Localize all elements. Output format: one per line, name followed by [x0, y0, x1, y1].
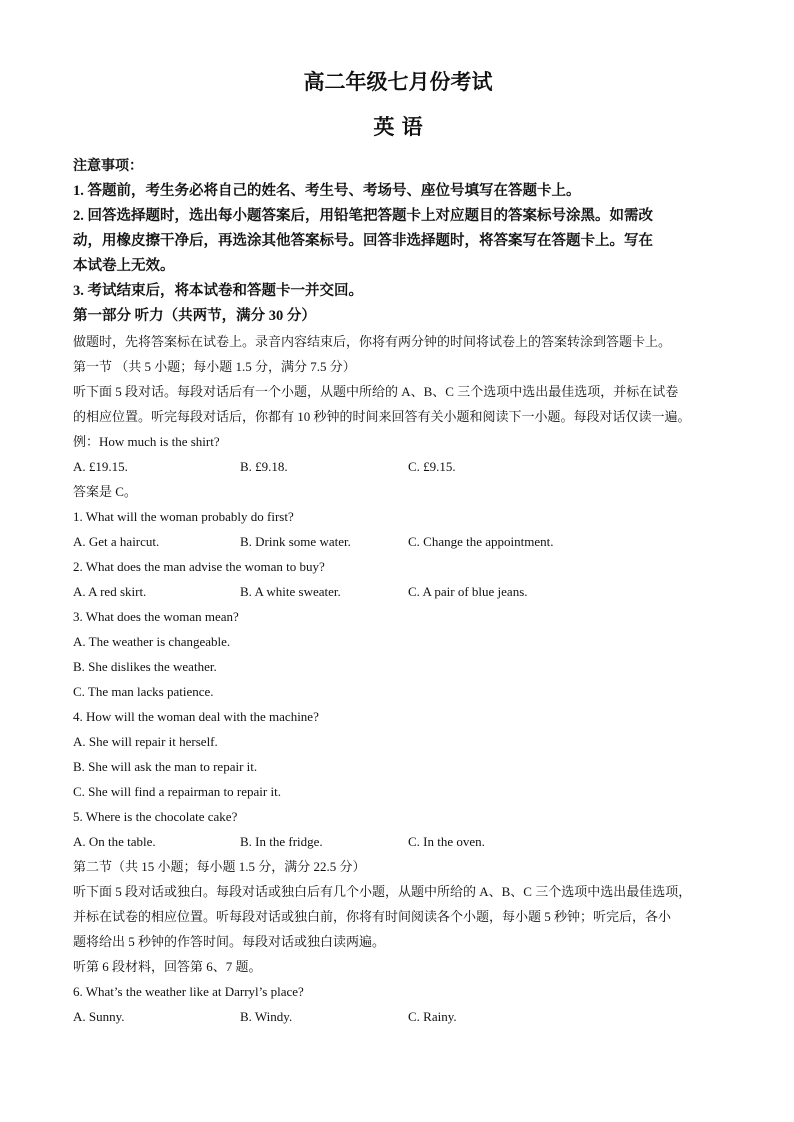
section2-title: 第二节（共 15 小题；每小题 1.5 分，满分 22.5 分）: [73, 859, 366, 874]
question-2: 2. What does the man advise the woman to buy?: [73, 559, 325, 574]
material-note: 听第 6 段材料，回答第 6、7 题。: [73, 959, 262, 974]
notice-item: 2. 回答选择题时，选出每小题答案后，用铅笔把答题卡上对应题目的答案标号涂黑。如需改: [73, 208, 653, 224]
part1-instruction: 做题时，先将答案标在试卷上。录音内容结束后，你将有两分钟的时间将试卷上的答案转涂到答题卡上。: [73, 334, 672, 349]
section2-instruction: 并标在试卷的相应位置。听每段对话或独白前，你将有时间阅读各个小题，每小题 5 秒钟；听完后，各小: [73, 909, 672, 924]
notice-item: 本试卷上无效。: [73, 258, 175, 274]
question-3: 3. What does the woman mean?: [73, 609, 239, 624]
notice-item: 3. 考试结束后，将本试卷和答题卡一并交回。: [73, 283, 363, 299]
question-5: 5. Where is the chocolate cake?: [73, 809, 238, 824]
option-c: C. In the oven.: [408, 834, 485, 849]
exam-title: 高二年级七月份考试: [303, 69, 493, 94]
question-1-options: [73, 529, 723, 554]
section1-title: 第一节 （共 5 小题；每小题 1.5 分，满分 7.5 分）: [73, 359, 356, 374]
option-b: B. Drink some water.: [240, 534, 351, 549]
option-b: B. She will ask the man to repair it.: [73, 759, 258, 774]
question-1: 1. What will the woman probably do first?: [73, 509, 294, 524]
option-a: A. She will repair it herself.: [73, 734, 218, 749]
option-a: A. £19.15.: [73, 459, 128, 474]
option-b: B. She dislikes the weather.: [73, 659, 217, 674]
example-answer: 答案是 C。: [73, 484, 137, 499]
option-c: C. £9.15.: [408, 459, 456, 474]
option-a: A. The weather is changeable.: [73, 634, 231, 649]
option-a: A. Sunny.: [73, 1009, 125, 1024]
question-4: 4. How will the woman deal with the machine?: [73, 709, 319, 724]
question-6: 6. What’s the weather like at Darryl’s place?: [73, 984, 304, 999]
option-b: B. Windy.: [240, 1009, 293, 1024]
question-2-options: [73, 579, 723, 604]
option-c: C. She will find a repairman to repair it.: [73, 784, 281, 799]
option-a: A. Get a haircut.: [73, 534, 160, 549]
exam-page: [73, 62, 723, 1029]
subject-title: 英 语: [373, 114, 423, 139]
option-b: B. £9.18.: [240, 459, 288, 474]
notice-heading: 注意事项：: [73, 159, 143, 174]
section2-instruction: 题将给出 5 秒钟的作答时间。每段对话或独白读两遍。: [73, 934, 386, 949]
option-b: B. In the fridge.: [240, 834, 323, 849]
option-c: C. A pair of blue jeans.: [408, 584, 528, 599]
notice-item: 1. 答题前，考生务必将自己的姓名、考生号、考场号、座位号填写在答题卡上。: [73, 183, 581, 199]
option-a: A. A red skirt.: [73, 584, 147, 599]
option-c: C. Change the appointment.: [408, 534, 554, 549]
option-a: A. On the table.: [73, 834, 156, 849]
section1-instruction: 听下面 5 段对话。每段对话后有一个小题，从题中所给的 A、B、C 三个选项中选出最佳选项，并标在试卷: [73, 384, 679, 399]
option-c: C. The man lacks patience.: [73, 684, 214, 699]
notice-item: 动，用橡皮擦干净后，再选涂其他答案标号。回答非选择题时，将答案写在答题卡上。写在: [73, 233, 653, 249]
section1-instruction: 的相应位置。听完每段对话后，你都有 10 秒钟的时间来回答有关小题和阅读下一小题。每段对话仅读一遍。: [73, 409, 691, 424]
option-c: C. Rainy.: [408, 1009, 457, 1024]
section2-instruction: 听下面 5 段对话或独白。每段对话或独白后有几个小题，从题中所给的 A、B、C 三个选项中选出最佳选项，: [73, 884, 692, 899]
notice-section: [73, 154, 723, 304]
question-6-options: [73, 1004, 723, 1029]
example-options: [73, 454, 723, 479]
option-b: B. A white sweater.: [240, 584, 341, 599]
question-5-options: [73, 829, 723, 854]
example-question: 例：How much is the shirt?: [73, 434, 220, 449]
part1-title: 第一部分 听力（共两节，满分 30 分）: [73, 308, 316, 324]
